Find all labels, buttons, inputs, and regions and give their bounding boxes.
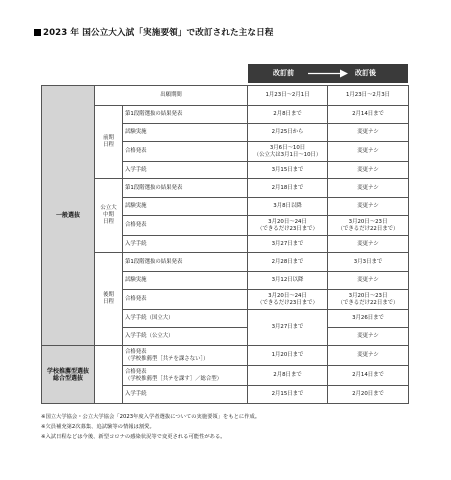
zenki-after-4: 変更ナシ xyxy=(328,162,409,179)
suisen-item-3: 入学手続 xyxy=(123,386,248,404)
chuki-after-2: 変更ナシ xyxy=(328,198,409,216)
suisen-before-3: 2月15日まで xyxy=(248,386,328,404)
suisen-before-2: 2月8日まで xyxy=(248,366,328,386)
koki-item-4: 入学手続（国立大） xyxy=(123,310,248,328)
koki-before-3: 3月20日～24日 （できるだけ23日まで） xyxy=(248,290,328,310)
period-after: 1月23日～2月3日 xyxy=(328,86,409,106)
koki-item-3: 合格発表 xyxy=(123,290,248,310)
header-before: 改訂前 xyxy=(273,69,294,77)
suisen-sub-blank xyxy=(95,346,123,404)
arrow-right-icon xyxy=(306,68,350,79)
zenki-item-4: 入学手続 xyxy=(123,162,248,179)
chuki-item-2: 試験実施 xyxy=(123,198,248,216)
zenki-after-1: 2月14日まで xyxy=(328,106,409,124)
suisen-before-1: 1月20日まで xyxy=(248,346,328,366)
chuki-before-3: 3月20日～24日 （できるだけ23日まで） xyxy=(248,216,328,236)
koki-before-1: 2月28日まで xyxy=(248,253,328,272)
suisen-item-2: 合格発表 （学校推薦型［共テを課す］／総合型） xyxy=(123,366,248,386)
koki-item-5: 入学手続（公立大） xyxy=(123,328,248,346)
chuki-before-2: 3月8日以降 xyxy=(248,198,328,216)
zenki-item-3: 合格発表 xyxy=(123,142,248,162)
chuki-after-1: 変更ナシ xyxy=(328,179,409,198)
zenki-after-2: 変更ナシ xyxy=(328,124,409,142)
suisen-after-1: 変更ナシ xyxy=(328,346,409,366)
zenki-before-2: 2月25日から xyxy=(248,124,328,142)
footnote-1: ※国立大学協会・公立大学協会「2023年度入学者選抜についての実施要領」をもとに作成。 xyxy=(41,414,261,420)
square-bullet-icon xyxy=(34,29,41,36)
ippan-label: 一般選抜 xyxy=(42,86,95,346)
chuki-label: 公立大 中期 日程 xyxy=(95,179,123,253)
page-title xyxy=(34,26,273,38)
koki-after-3: 3月20日～23日 （できるだけ22日まで） xyxy=(328,290,409,310)
suisen-after-2: 2月14日まで xyxy=(328,366,409,386)
koki-item-2: 試験実施 xyxy=(123,272,248,290)
chuki-item-1: 第1段階選抜の結果発表 xyxy=(123,179,248,198)
title-text: 2023 年 国公立大入試「実施要領」で改訂された主な日程 xyxy=(43,28,274,38)
zenki-item-2: 試験実施 xyxy=(123,124,248,142)
schedule-table xyxy=(41,85,409,404)
koki-before-4: 3月27日まで xyxy=(248,310,328,346)
footnotes xyxy=(41,412,260,442)
suisen-item-1: 合格発表 （学校推薦型［共テを課さない］） xyxy=(123,346,248,366)
koki-after-5: 変更ナシ xyxy=(328,328,409,346)
zenki-before-1: 2月8日まで xyxy=(248,106,328,124)
chuki-item-3: 合格発表 xyxy=(123,216,248,236)
footnote-2: ※欠員補充第2次募集、追試験等の情報は割愛。 xyxy=(41,424,155,430)
chuki-after-4: 変更ナシ xyxy=(328,236,409,253)
footnote-3: ※入試日程などは今後、新型コロナの感染状況等で変更される可能性がある。 xyxy=(41,434,226,440)
koki-after-2: 変更ナシ xyxy=(328,272,409,290)
koki-label: 後期 日程 xyxy=(95,253,123,346)
zenki-item-1: 第1段階選抜の結果発表 xyxy=(123,106,248,124)
suisen-label: 学校推薦型選抜 総合型選抜 xyxy=(42,346,95,404)
zenki-label: 前期 日程 xyxy=(95,106,123,179)
header-after: 改訂後 xyxy=(355,69,376,77)
period-label: 出願期間 xyxy=(95,86,248,106)
koki-after-1: 3月3日まで xyxy=(328,253,409,272)
chuki-after-3: 3月20日～23日 （できるだけ22日まで） xyxy=(328,216,409,236)
period-before: 1月23日～2月1日 xyxy=(248,86,328,106)
suisen-after-3: 2月20日まで xyxy=(328,386,409,404)
koki-before-2: 3月12日以降 xyxy=(248,272,328,290)
column-header-bar xyxy=(248,64,408,83)
zenki-before-4: 3月15日まで xyxy=(248,162,328,179)
koki-item-1: 第1段階選抜の結果発表 xyxy=(123,253,248,272)
chuki-before-1: 2月18日まで xyxy=(248,179,328,198)
zenki-before-3: 3月6日～10日 （公立大は3月1日～10日） xyxy=(248,142,328,162)
koki-after-4: 3月26日まで xyxy=(328,310,409,328)
chuki-before-4: 3月27日まで xyxy=(248,236,328,253)
chuki-item-4: 入学手続 xyxy=(123,236,248,253)
zenki-after-3: 変更ナシ xyxy=(328,142,409,162)
